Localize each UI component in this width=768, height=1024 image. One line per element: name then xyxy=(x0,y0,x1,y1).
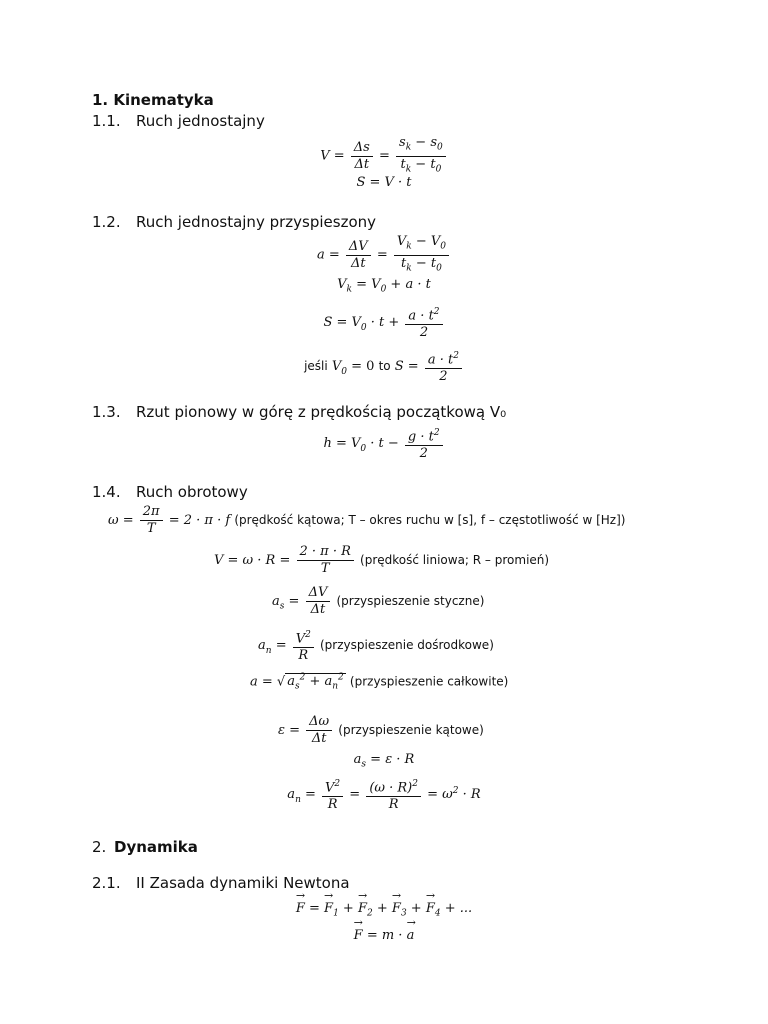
note-linear-velocity: (prędkość liniowa; R – promień) xyxy=(360,553,550,567)
formula-vertical-throw: $h = V_0 \cdot t$ − $\frac{g \cdot t^2}{2}$ xyxy=(0,425,768,462)
formula-newton-second-law: → F = m · → a xyxy=(0,928,768,943)
formula-angular-velocity: ω = $\frac{2\pi}{T}$ = 2 · π · f (prędkość kątowa; T – okres ruchu w [s], f – częstotliwość w [Hz]) xyxy=(108,504,626,536)
subsection-title: Ruch jednostajny xyxy=(136,112,265,130)
formula-tangential-from-angular: $a_s = \varepsilon \cdot R$ xyxy=(353,752,415,770)
note-tangential-acceleration: (przyspieszenie styczne) xyxy=(336,594,485,608)
section-title: Dynamika xyxy=(114,838,198,856)
subsection-title: II Zasada dynamiki Newtona xyxy=(136,874,350,892)
formula-distance-from-rest: jeśli $V_0 = 0$ to S = $\frac{a \cdot t^2}{2}$ xyxy=(0,348,768,385)
formula-velocity-uniform: V = $\frac{\Delta s}{\Delta t}$ = $\frac{s_k - s_0}{t_k - t_0}$ xyxy=(0,135,768,177)
note-angular-acceleration: (przyspieszenie kątowe) xyxy=(338,723,484,737)
note-total-acceleration: (przyspieszenie całkowite) xyxy=(349,674,509,689)
formula-total-acceleration: a = √ $a_s^2 + a_n^2$ (przyspieszenie całkowite) xyxy=(250,673,509,692)
formula-final-velocity: $V_k = V_0 + a \cdot t$ xyxy=(337,277,431,295)
condition-then: to xyxy=(378,359,391,374)
subsection-1-1 xyxy=(92,112,265,130)
formula-distance-accelerated: $S = V_0 \cdot t$ + $\frac{a \cdot t^2}{2}$ xyxy=(0,304,768,341)
formula-linear-velocity: V = ω · R = $\frac{2 \cdot \pi \cdot R}{T}$ (prędkość liniowa; R – promień) xyxy=(214,544,550,576)
formula-centripetal-from-angular: $a_n$ = $\frac{V^2}{R}$ = $\frac{(\omega \cdot R)^2}{R}$ = $\omega^2 \cdot R$ xyxy=(0,776,768,813)
subsection-title: Ruch jednostajny przyspieszony xyxy=(136,213,377,231)
subsection-1-3 xyxy=(92,403,506,421)
subsection-number: 1.4. xyxy=(92,483,121,501)
formula-net-force: → F = → $F_1$ + → $F_2$ + → $F_3$ + → $F_4$ + ... xyxy=(0,901,768,919)
subsection-1-4 xyxy=(92,483,248,501)
section-number: 2. xyxy=(92,838,107,856)
subsection-number: 1.1. xyxy=(92,112,121,130)
formula-tangential-acceleration: $a_s$ = $\frac{\Delta V}{\Delta t}$ (przyspieszenie styczne) xyxy=(272,585,485,617)
subsection-2-1 xyxy=(92,874,350,892)
formula-centripetal-acceleration: $a_n$ = $\frac{V^2}{R}$ (przyspieszenie dośrodkowe) xyxy=(258,627,494,664)
subsection-title: Ruch obrotowy xyxy=(136,483,248,501)
note-angular-velocity: (prędkość kątowa; T – okres ruchu w [s], f – częstotliwość w [Hz]) xyxy=(234,513,626,527)
section-heading-dynamika xyxy=(92,838,198,856)
note-centripetal-acceleration: (przyspieszenie dośrodkowe) xyxy=(320,638,494,653)
subsection-1-2 xyxy=(92,213,376,231)
formula-acceleration: a = $\frac{\Delta V}{\Delta t}$ = $\frac{V_k - V_0}{t_k - t_0}$ xyxy=(0,234,768,276)
subsection-number: 2.1. xyxy=(92,874,121,892)
formula-angular-acceleration: ε = $\frac{\Delta\omega}{\Delta t}$ (przyspieszenie kątowe) xyxy=(278,714,484,746)
condition-if: jeśli xyxy=(304,359,328,374)
subsection-number: 1.3. xyxy=(92,403,121,421)
formula-distance-uniform: S = V · t xyxy=(356,175,412,190)
subsection-number: 1.2. xyxy=(92,213,121,231)
section-heading-kinematyka: 1. Kinematyka xyxy=(92,91,214,109)
subsection-title: Rzut pionowy w górę z prędkością początkową V₀ xyxy=(136,403,507,421)
